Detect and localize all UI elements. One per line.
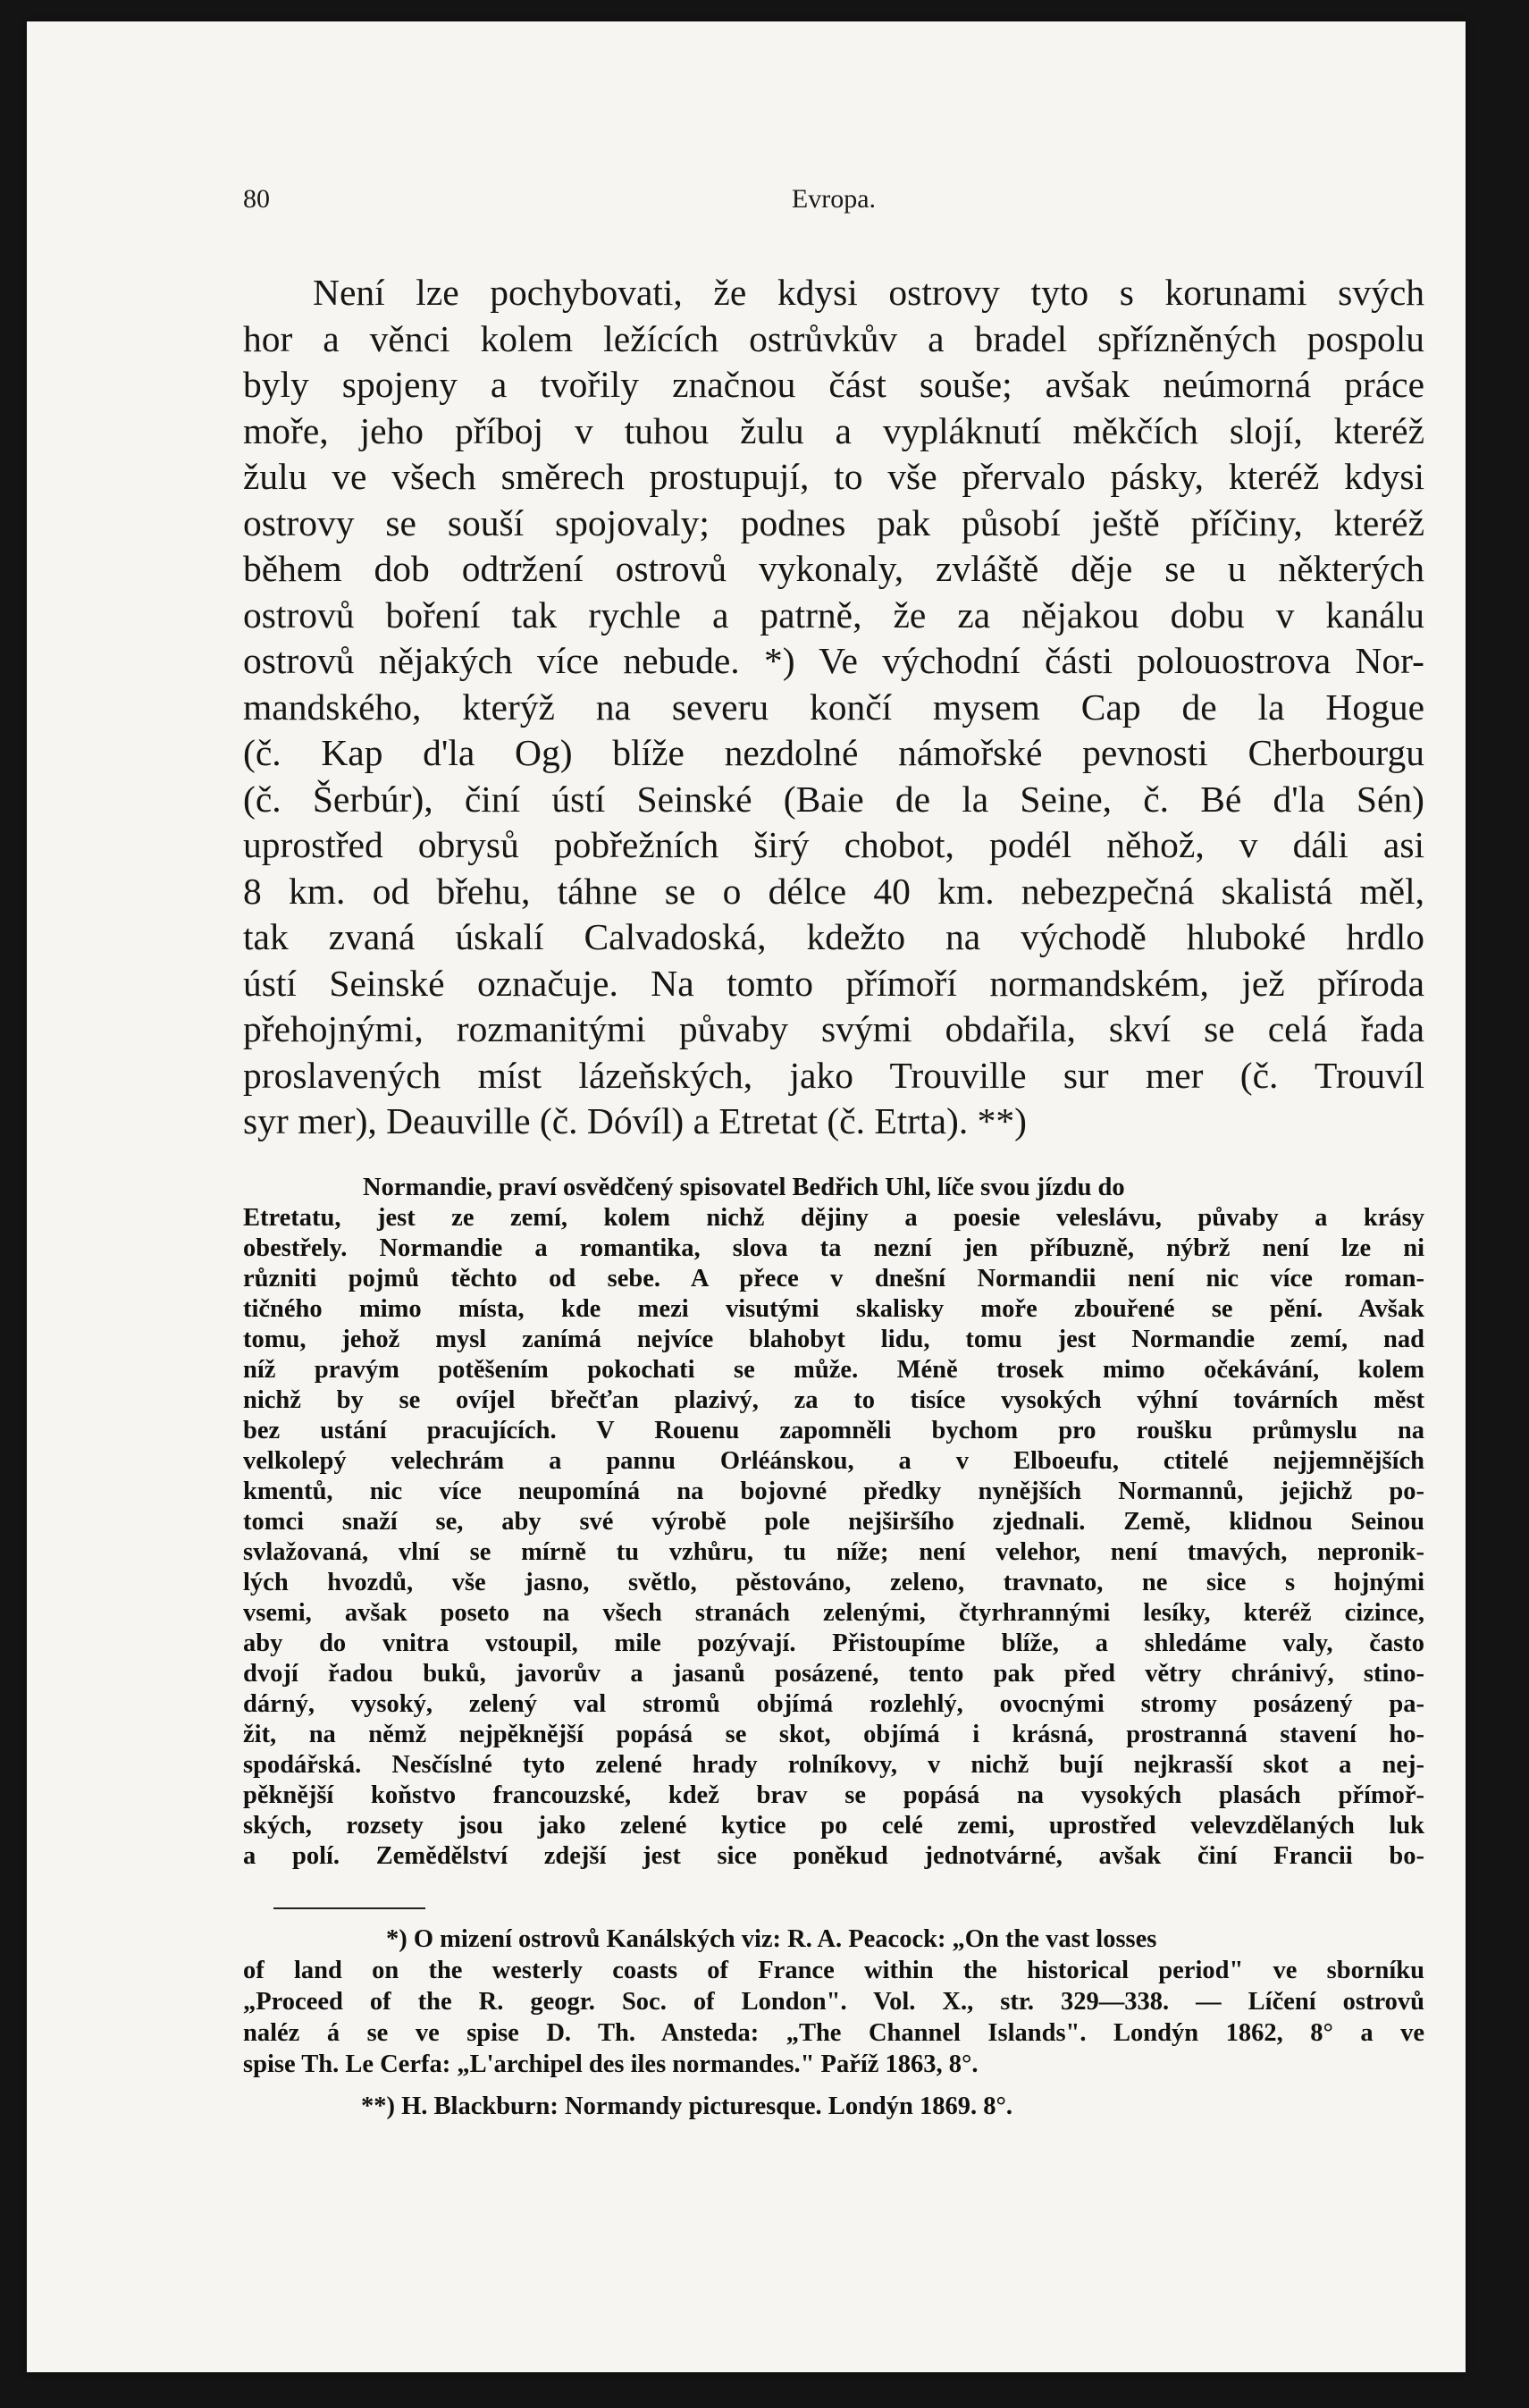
note-line: spodářská. Nesčíslné tyto zelené hrady rolníkovy, v nichž bují nejkrasší skot a nej-: [243, 1751, 1424, 1779]
footnote-line: „Proceed of the R. geogr. Soc. of London". Vol. X., str. 329—338. — Líčení ostrovů: [243, 1988, 1424, 2016]
note-line: dvojí řadou buků, javorův a jasanů posázené, tento pak před větry chránivý, stino-: [243, 1660, 1424, 1688]
note-line: pěknější koňstvo francouzské, kdež brav se popásá na vysokých plasách přímoř-: [243, 1781, 1424, 1809]
text-line: ostrovů boření tak rychle a patrně, že za nějakou dobu v kanálu: [243, 594, 1424, 636]
footnotes: [243, 1924, 1424, 2122]
note-line: vsemi, avšak poseto na všech stranách zelenými, čtyrhrannými lesíky, kteréž cizince,: [243, 1599, 1424, 1627]
footnote-line: *) O mizení ostrovů Kanálských viz: R. A. Peacock: „On the vast losses: [386, 1925, 1157, 1953]
text-line: tak zvaná úskalí Calvadoská, kdežto na východě hluboké hrdlo: [243, 916, 1424, 957]
footnote-line: spise Th. Le Cerfa: „L'archipel des iles normandes." Paříž 1863, 8°.: [243, 2050, 979, 2078]
note-line: nichž by se ovíjel břečťan plazivý, za to tisíce vysokých výhní továrních měst: [243, 1386, 1424, 1414]
note-line: Normandie, praví osvědčený spisovatel Bedřich Uhl, líče svou jízdu do: [363, 1174, 1125, 1201]
note-line: ských, rozsety jsou jako zelené kytice po celé zemi, uprostřed velevzdělaných luk: [243, 1812, 1424, 1840]
text-line: (č. Kap d'la Og) blíže nezdolné námořské pevnosti Cherbourgu: [243, 732, 1424, 773]
note-line: velkolepý velechrám a pannu Orléánskou, a v Elboeufu, ctitelé nejjemnějších: [243, 1447, 1424, 1475]
text-line: ústí Seinské označuje. Na tomto přímoří normandském, jež příroda: [243, 962, 1424, 1004]
footnote-line: of land on the westerly coasts of France within the historical period" ve sborníku: [243, 1957, 1424, 1984]
text-line: uprostřed obrysů pobřežních širý chobot, podél něhož, v dáli asi: [243, 824, 1424, 865]
text-line: byly spojeny a tvořily značnou část souše; avšak neúmorná práce: [243, 364, 1424, 405]
footnote-divider: [273, 1907, 425, 1909]
text-line: proslavených míst lázeňských, jako Trouville sur mer (č. Trouvíl: [243, 1054, 1424, 1096]
text-line: během dob odtržení ostrovů vykonaly, zvláště děje se u některých: [243, 548, 1424, 589]
running-title: Evropa.: [791, 184, 877, 214]
note-line: kmentů, nic více neupomíná na bojovné předky nynějších Normannů, jejichž po-: [243, 1478, 1424, 1505]
note-line: a polí. Zemědělství zdejší jest sice poněkud jednotvárné, avšak činí Francii bo-: [243, 1842, 1424, 1870]
footnote-line: naléz á se ve spise D. Th. Ansteda: „The Channel Islands". Londýn 1862, 8° a ve: [243, 2019, 1424, 2047]
text-line: žulu ve všech směrech prostupují, to vše přervalo pásky, kteréž kdysi: [243, 456, 1424, 497]
note-line: svlažovaná, vlní se mírně tu vzhůru, tu níže; není velehor, není tmavých, nepronik-: [243, 1538, 1424, 1566]
note-line: různiti pojmů těchto od sebe. A přece v dnešní Normandii není nic více roman-: [243, 1265, 1424, 1292]
note-line: tičného mimo místa, kde mezi visutými skalisky moře zbouřené se pění. Avšak: [243, 1295, 1424, 1323]
text-line: Není lze pochybovati, že kdysi ostrovy tyto s korunami svých: [313, 272, 1424, 313]
note-line: bez ustání pracujících. V Rouenu zapomněli bychom pro roušku průmyslu na: [243, 1417, 1424, 1444]
footnote-2: **) H. Blackburn: Normandy picturesque. Londýn 1869. 8°.: [361, 2092, 1013, 2120]
note-line: tomci snaží se, aby své výrobě pole nejširšího zjednali. Země, klidnou Seinou: [243, 1508, 1424, 1536]
text-line: hor a věnci kolem ležících ostrůvkův a bradel spřízněných pospolu: [243, 317, 1424, 359]
note-line: obestřely. Normandie a romantika, slova ta nezní jen příbuzně, nýbrž není lze ni: [243, 1234, 1424, 1262]
footnote-quote: [243, 1173, 1424, 1872]
text-line: přehojnými, rozmanitými půvaby svými obdařila, skví se celá řada: [243, 1008, 1424, 1049]
page-number: 80: [243, 184, 270, 214]
note-line: lých hvozdů, vše jasno, světlo, pěstováno, zeleno, travnato, ne sice s hojnými: [243, 1569, 1424, 1596]
text-line: syr mer), Deauville (č. Dóvíl) a Etretat (č. Etrta). **): [243, 1100, 1027, 1141]
text-line: (č. Šerbúr), činí ústí Seinské (Baie de la Seine, č. Bé d'la Sén): [243, 778, 1424, 820]
note-line: níž pravým potěšením pokochati se může. Méně trosek mimo očekávání, kolem: [243, 1356, 1424, 1384]
note-line: dárný, vysoký, zelený val stromů objímá rozlehlý, ovocnými stromy posázený pa-: [243, 1690, 1424, 1718]
text-line: mandského, kterýž na severu končí mysem Cap de la Hogue: [243, 686, 1424, 728]
text-line: moře, jeho příboj v tuhou žulu a vypláknutí měkčích slojí, kteréž: [243, 409, 1424, 451]
page-header: [243, 184, 1424, 220]
text-line: ostrovy se souší spojovaly; podnes pak působí ještě příčiny, kteréž: [243, 501, 1424, 543]
text-line: ostrovů nějakých více nebude. *) Ve východní části polouostrova Nor-: [243, 640, 1424, 681]
main-text: [243, 270, 1424, 1145]
note-line: Etretatu, jest ze zemí, kolem nichž dějiny a poesie veleslávu, půvaby a krásy: [243, 1204, 1424, 1232]
note-line: žit, na němž nejpěknější popásá se skot, objímá i krásná, prostranná stavení ho-: [243, 1721, 1424, 1748]
note-line: tomu, jehož mysl zanímá nejvíce blahobyt lidu, tomu jest Normandie zemí, nad: [243, 1326, 1424, 1353]
note-line: aby do vnitra vstoupil, mile pozývají. Přistoupíme blíže, a shledáme valy, často: [243, 1629, 1424, 1657]
text-line: 8 km. od břehu, táhne se o délce 40 km. nebezpečná skalistá měl,: [243, 870, 1424, 912]
